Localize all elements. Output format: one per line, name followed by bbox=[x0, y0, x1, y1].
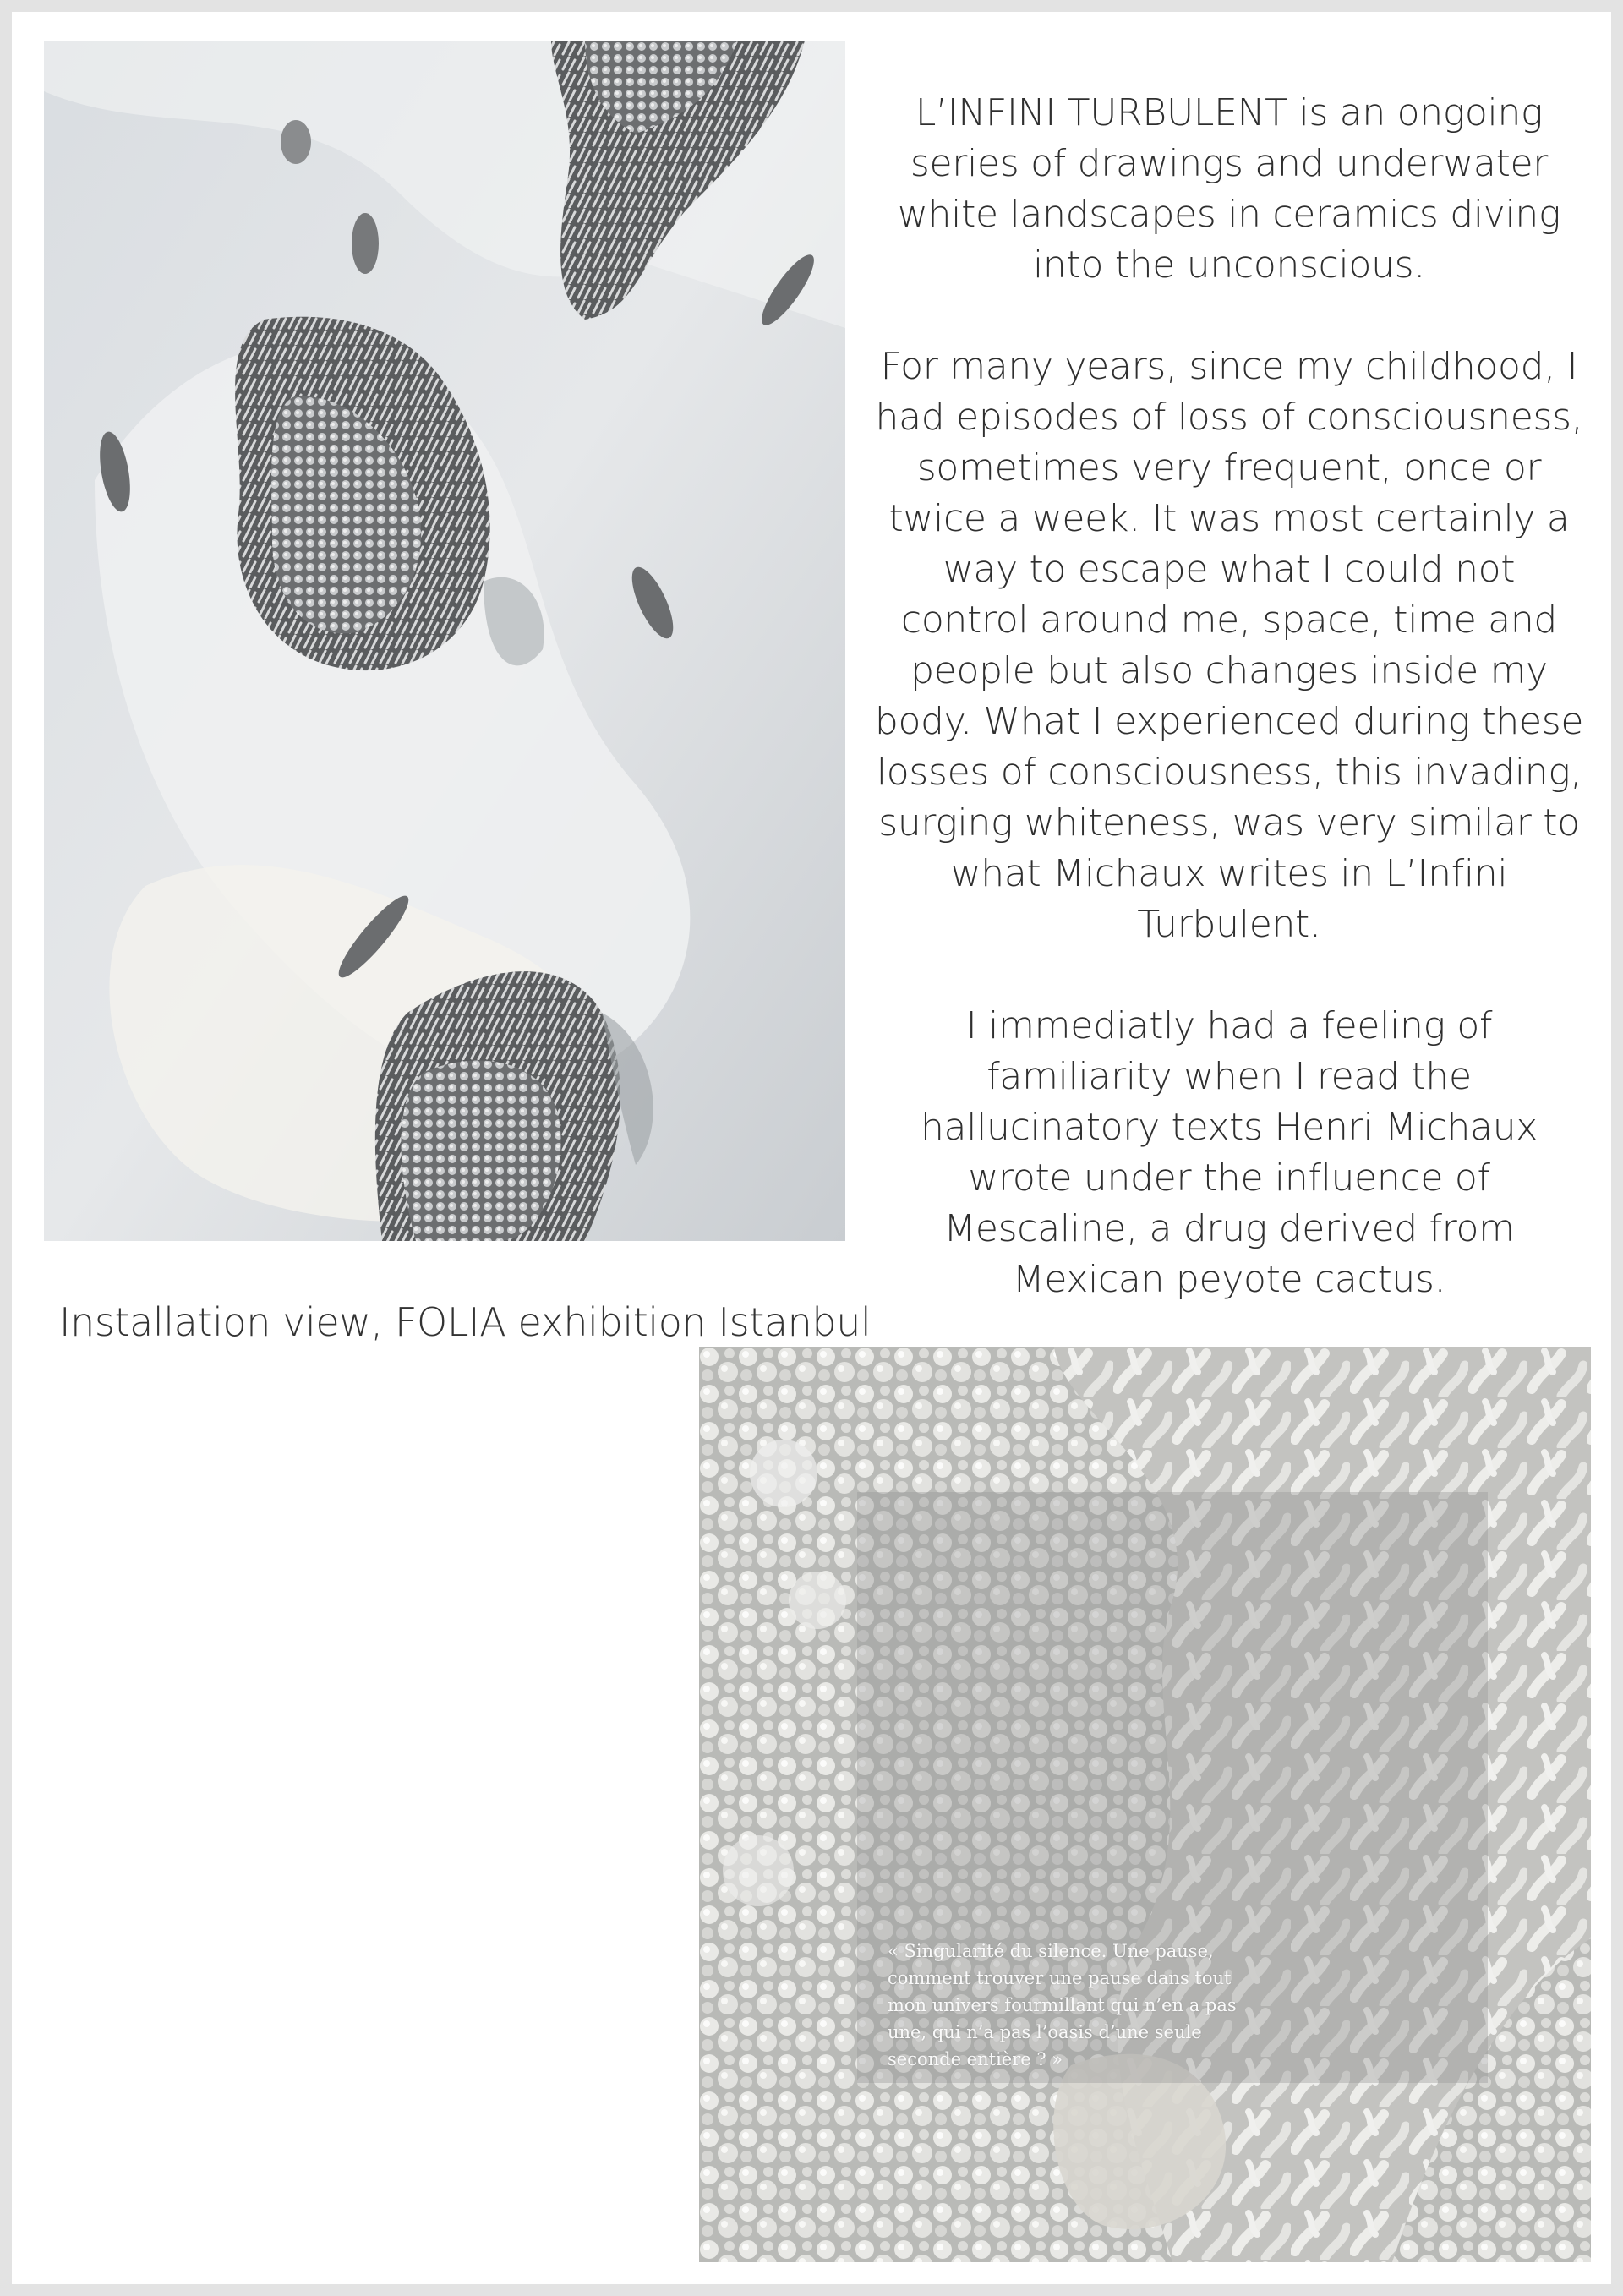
ceramic-bead bbox=[750, 1440, 817, 1507]
statement-paragraph-1: L’INFINI TURBULENT is an ongoing series of drawings and underwater white landscapes in ceramics diving into the unconscious. bbox=[897, 91, 1561, 287]
statement-paragraph-2: For many years, since my childhood, I had episodes of loss of consciousness, sometimes very frequent, once or twice a week. It was most certainly a way to escape what I could not control around me, space, time and people but also changes inside my body. What I experienced during these losses of consciousness, this invading, surging whiteness, was very similar to what Michaux writes in L’Infini Turbulent. bbox=[874, 345, 1584, 946]
ceramic-islet bbox=[281, 120, 311, 164]
michaux-quote: « Singularité du silence. Une pause, comment trouver une pause dans tout mon univers fourmillant qui n’en a pas une, qui n’a pas l’oasis d’une seule seconde entière ? » bbox=[888, 1941, 1237, 2069]
statement-paragraph-3: I immediatly had a feeling of familiarity when I read the hallucinatory texts Henri Michaux wrote under the influence of Mescaline, a drug derived from Mexican peyote cactus. bbox=[920, 1004, 1538, 1301]
artwork-photo-white-landscape bbox=[44, 41, 845, 1241]
ceramic-cluster bbox=[402, 1061, 561, 1242]
ceramic-bead bbox=[789, 1572, 846, 1629]
ceramic-islet bbox=[352, 213, 379, 274]
quote-overlay bbox=[857, 1492, 1488, 2083]
page bbox=[12, 12, 1611, 2284]
ceramic-bead bbox=[723, 1835, 794, 1906]
artist-statement bbox=[874, 88, 1584, 1356]
installation-caption: Installation view, FOLIA exhibition Istanbul bbox=[59, 1299, 872, 1345]
artwork-illustration bbox=[44, 41, 845, 1241]
